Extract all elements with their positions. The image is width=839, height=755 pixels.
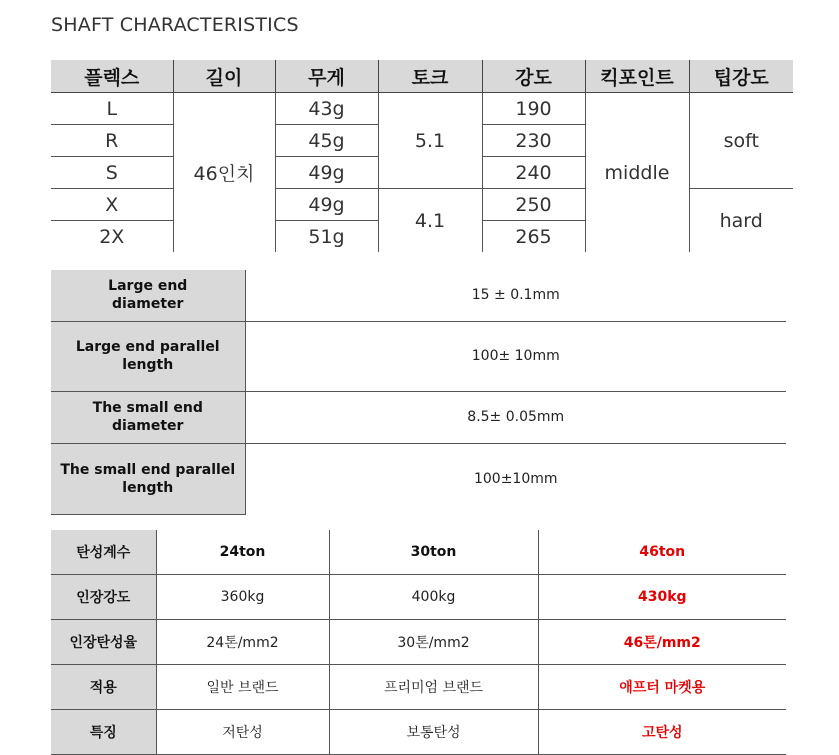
modulus-row: [51, 665, 786, 710]
strength-cell: 240: [482, 157, 585, 189]
weight-cell: 43g: [275, 93, 378, 125]
modulus-cell: 360kg: [156, 575, 329, 620]
dimension-label: Large end parallel length: [51, 321, 245, 391]
page-title: SHAFT CHARACTERISTICS: [51, 14, 299, 36]
header-torque: 토크: [378, 60, 482, 93]
kick-point-cell: middle: [585, 93, 689, 253]
dimension-value: 100± 10mm: [245, 321, 786, 391]
dimension-row: [51, 391, 786, 443]
tip-strength-cell: hard: [689, 189, 793, 253]
flex-cell: L: [106, 97, 118, 120]
dimension-row: [51, 321, 786, 391]
modulus-row: [51, 710, 786, 755]
modulus-label: 탄성계수: [51, 530, 156, 575]
flex-cell: R: [51, 125, 173, 157]
flex-cell: S: [51, 157, 173, 189]
modulus-cell-highlight: 46톤/mm2: [538, 620, 786, 665]
dimension-label: The small end diameter: [51, 391, 245, 443]
dimension-label: The small end parallel length: [51, 443, 245, 514]
modulus-cell-highlight: 애프터 마켓용: [538, 665, 786, 710]
modulus-table: [51, 530, 786, 755]
dimension-label: Large end diameter: [51, 270, 245, 321]
modulus-label: 인장탄성율: [51, 620, 156, 665]
spec-row: [51, 93, 793, 125]
weight-cell: 51g: [275, 221, 378, 253]
header-weight: 무게: [275, 60, 378, 93]
strength-cell: 230: [482, 125, 585, 157]
dimensions-table: [51, 270, 786, 515]
dimension-value: 100±10mm: [245, 443, 786, 514]
header-flex: 플렉스: [51, 60, 173, 93]
dimension-value: 15 ± 0.1mm: [245, 270, 786, 321]
spec-header-row: [51, 60, 793, 93]
tip-strength-cell: soft: [689, 93, 793, 189]
strength-cell: 265: [482, 221, 585, 253]
weight-cell: 49g: [275, 189, 378, 221]
modulus-cell: 24ton: [156, 530, 329, 575]
modulus-cell: 30ton: [329, 530, 538, 575]
dimension-row: [51, 443, 786, 514]
flex-cell: X: [51, 189, 173, 221]
modulus-cell: 보통탄성: [329, 710, 538, 755]
length-cell: 46인치: [173, 93, 275, 253]
modulus-label: 특징: [51, 710, 156, 755]
strength-cell: 250: [482, 189, 585, 221]
torque-cell: 4.1: [378, 189, 482, 253]
weight-cell: 45g: [275, 125, 378, 157]
header-kick-point: 킥포인트: [585, 60, 689, 93]
modulus-cell: 프리미엄 브랜드: [329, 665, 538, 710]
modulus-cell: 30톤/mm2: [329, 620, 538, 665]
modulus-label: 적용: [51, 665, 156, 710]
dimension-row: [51, 270, 786, 321]
header-strength: 강도: [482, 60, 585, 93]
flex-cell: 2X: [51, 221, 173, 253]
dimension-value: 8.5± 0.05mm: [245, 391, 786, 443]
modulus-cell-highlight: 고탄성: [538, 710, 786, 755]
shaft-spec-table: [51, 60, 793, 252]
modulus-label: 인장강도: [51, 575, 156, 620]
modulus-row: [51, 575, 786, 620]
modulus-cell: 400kg: [329, 575, 538, 620]
torque-cell: 5.1: [378, 93, 482, 189]
strength-cell: 190: [482, 93, 585, 125]
weight-cell: 49g: [275, 157, 378, 189]
modulus-row: [51, 620, 786, 665]
header-tip-strength: 팁강도: [689, 60, 793, 93]
modulus-cell: 24톤/mm2: [156, 620, 329, 665]
modulus-cell: 저탄성: [156, 710, 329, 755]
modulus-cell-highlight: 430kg: [538, 575, 786, 620]
header-length: 길이: [173, 60, 275, 93]
modulus-row: [51, 530, 786, 575]
modulus-cell-highlight: 46ton: [538, 530, 786, 575]
modulus-cell: 일반 브랜드: [156, 665, 329, 710]
